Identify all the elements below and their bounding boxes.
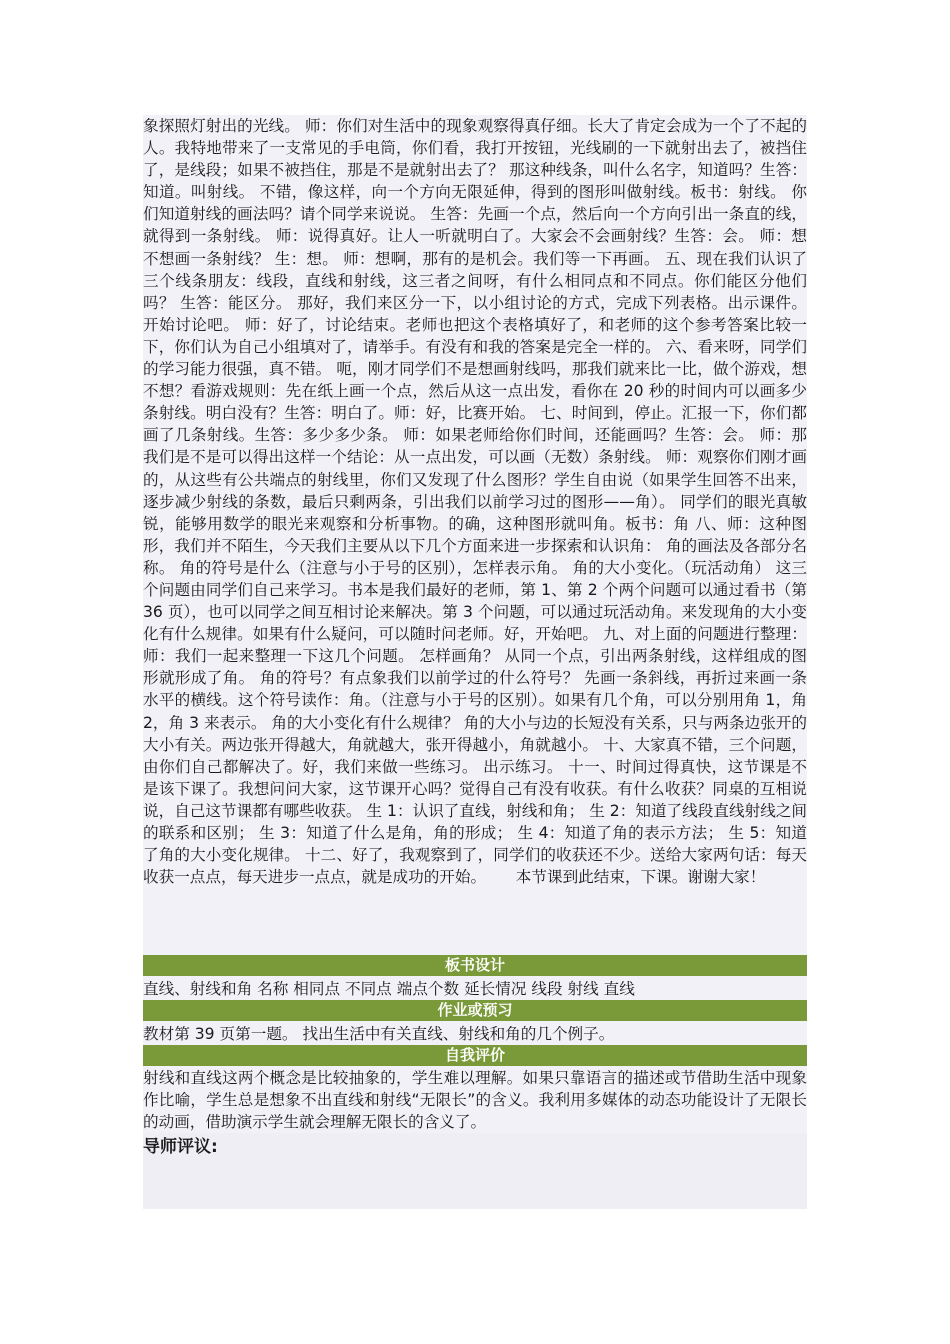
tutor-comment-box [143, 1133, 807, 1209]
board-design-content: 直线、射线和角 名称 相同点 不同点 端点个数 延长情况 线段 射线 直线 [143, 980, 635, 998]
lesson-paragraph: 象探照灯射出的光线。 师：你们对生活中的现象观察得真仔细。长大了肯定会成为一个了不起的人。我特地带来了一支常见的手电筒，你们看，我打开按钮，光线刷的一下就射出去了，被挡住了，是线段；如果不被挡住，那是不是就射出去了？ 那这种线条，叫什么名字，知道吗？生答：知道。叫射线。 不错，像这样，向一个方向无限延伸，得到的图形叫做射线。板书：射线。 你们知道射线的画法吗？请个同学来说说。 生答：先画一个点，然后向一个方向引出一条直的线，就得到一条射线。 师：说得真好。让人一听就明白了。大家会不会画射线？生答：会。 师：想不想画一条射线？ 生：想。 师：想啊，那有的是机会。我们等一下再画。 五、现在我们认识了三个线条朋友：线段，直线和射线，这三者之间呀，有什么相同点和不同点。你们能区分他们吗？ 生答：能区分。 那好，我们来区分一下，以小组讨论的方式，完成下列表格。出示课件。开始讨论吧。 师：好了，讨论结束。老师也把这个表格填好了，和老师的这个参考答案比较一下，你们认为自己小组填对了，请举手。有没有和我的答案是完全一样的。 六、看来呀，同学们的学习能力很强，真不错。 呃，刚才同学们不是想画射线吗，那我们就来比一比，做个游戏，想不想？看游戏规则：先在纸上画一个点，然后从这一点出发，看你在 20 秒的时间内可以画多少条射线。明白没有？生答：明白了。师：好，比赛开始。 七、时间到，停止。汇报一下，你们都画了几条射线。生答：多少多少条。 师：如果老师给你们时间，还能画吗？生答：会。 师：那我们是不是可以得出这样一个结论：从一点出发，可以画（无数）条射线。 师：观察你们刚才画的，从这些有公共端点的射线里，你们又发现了什么图形？学生自由说（如果学生回答不出来，逐步减少射线的条数，最后只剩两条，引出我们以前学习过的图形——角）。 同学们的眼光真敏锐，能够用数学的眼光来观察和分析事物。的确，这种图形就叫角。板书：角 八、师：这种图形，我们并不陌生，今天我们主要从以下几个方面来进一步探索和认识角： 角的画法及各部分名称。 角的符号是什么（注意与小于号的区别），怎样表示角。 角的大小变化。（玩活动角） 这三个问题由同学们自己来学习。书本是我们最好的老师，第 1、第 2 个两个问题可以通过看书（第 36 页），也可以同学之间互相讨论来解决。第 3 个问题，可以通过玩活动角。来发现角的大小变化有什么规律。如果有什么疑问，可以随时问老师。好，开始吧。 九、对上面的问题进行整理：师：我们一起来整理一下这几个问题。 怎样画角？ 从同一个点，引出两条射线，这样组成的图形就形成了角。 角的符号？有点象我们以前学过的什么符号？ 先画一条斜线，再折过来画一条水平的横线。这个符号读作：角。（注意与小于号的区别）。如果有几个角，可以分别用角 1，角 2，角 3 来表示。 角的大小变化有什么规律？ 角的大小与边的长短没有关系，只与两条边张开的大小有关。两边张开得越大，角就越大，张开得越小，角就越小。 十、大家真不错，三个问题，由你们自己都解决了。好，我们来做一些练习。 出示练习。 十一、时间过得真快，这节课是不是该下课了。我想问问大家，这节课开心吗？觉得自己有没有收获。有什么收获？同桌的互相说说，自己这节课都有哪些收获。 生 1：认识了直线，射线和角； 生 2：知道了线段直线射线之间的联系和区别； 生 3：知道了什么是角，角的形成； 生 4：知道了角的表示方法； 生 5：知道了角的大小变化规律。 十二、好了，我观察到了，同学们的收获还不少。送给大家两句话：每天收获一点点，每天进步一点点，就是成功的开始。 本节课到此结束，下课。谢谢大家！ [143, 117, 812, 887]
homework-content: 教材第 39 页第一题。 找出生活中有关直线、射线和角的几个例子。 [143, 1025, 615, 1043]
tutor-comment-label: 导师评议: [143, 1137, 218, 1157]
board-design-header: 板书设计 [143, 955, 807, 976]
lesson-page [143, 115, 812, 1209]
homework-header: 作业或预习 [143, 1000, 807, 1021]
self-evaluation-content: 射线和直线这两个概念是比较抽象的，学生难以理解。如果只靠语言的描述或节借助生活中现象作比喻，学生总是想象不出直线和射线“无限长”的含义。我利用多媒体的动态功能设计了无限长的动画，借助演示学生就会理解无限长的含义了。 [143, 1069, 807, 1131]
self-evaluation-header: 自我评价 [143, 1045, 807, 1066]
